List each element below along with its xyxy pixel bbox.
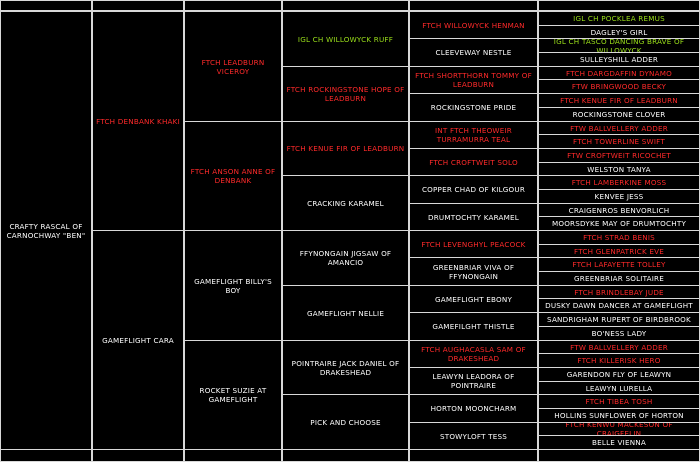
gen5-ancestor: LEAWYN LEADORA OF POINTRAIRE <box>409 367 538 395</box>
gen5-ancestor: DRUMTOCHTY KARAMEL <box>409 203 538 231</box>
gen4-ancestor: IGL CH WILLOWYCK RUFF <box>282 11 409 67</box>
gen5-ancestor: CLEEVEWAY NESTLE <box>409 38 538 67</box>
gen5-ancestor: FTCH WILLOWYCK HENMAN <box>409 11 538 39</box>
gen5-ancestor: COPPER CHAD OF KILGOUR <box>409 175 538 204</box>
gen5-ancestor: FTCH SHORTTHORN TOMMY OF LEADBURN <box>409 66 538 94</box>
gen6-ancestor: BO'NESS LADY <box>538 326 700 341</box>
header-cell <box>92 0 184 11</box>
gen3-ancestor: FTCH ANSON ANNE OF DENBANK <box>184 121 282 231</box>
gen6-ancestor: SULLEYSHILL ADDER <box>538 52 700 67</box>
gen6-ancestor: FTCH LAFAYETTE TOLLEY <box>538 257 700 272</box>
gen5-ancestor: ROCKINGSTONE PRIDE <box>409 93 538 122</box>
gen6-ancestor: FTW BALLVELLERY ADDER <box>538 340 700 354</box>
gen6-ancestor: DAGLEY'S GIRL <box>538 25 700 39</box>
gen6-ancestor: FTCH LAMBERKINE MOSS <box>538 175 700 190</box>
gen6-ancestor: GREENBRIAR SOLITAIRE <box>538 271 700 286</box>
header-cell <box>0 0 92 11</box>
footer-cell <box>92 449 184 462</box>
gen6-ancestor: GARENDON FLY OF LEAWYN <box>538 367 700 382</box>
footer-cell <box>409 449 538 462</box>
gen6-ancestor: FTW BALLVELLERY ADDER <box>538 121 700 135</box>
gen6-ancestor: IGL CH TASCO DANCING BRAVE OF WILLOWYCK <box>538 38 700 53</box>
header-cell <box>538 0 700 11</box>
gen1-ancestor: CRAFTY RASCAL OF CARNOCHWAY "BEN" <box>0 11 92 450</box>
gen6-ancestor: KENVEE JESS <box>538 189 700 204</box>
gen6-ancestor: FTCH BRINDLEBAY JUDE <box>538 285 700 299</box>
gen4-ancestor: PICK AND CHOOSE <box>282 394 409 450</box>
gen6-ancestor: SANDRIGHAM RUPERT OF BIRDBROOK <box>538 312 700 327</box>
gen5-ancestor: GAMEFLIGHT EBONY <box>409 285 538 313</box>
footer-cell <box>0 449 92 462</box>
gen6-ancestor: MOORSDYKE MAY OF DRUMTOCHTY <box>538 216 700 231</box>
gen6-ancestor: FTCH KILLERISK HERO <box>538 353 700 368</box>
gen6-ancestor: FTCH GLENPATRICK EVE <box>538 244 700 258</box>
gen5-ancestor: FTCH LEVENGHYL PEACOCK <box>409 230 538 258</box>
gen6-ancestor: IGL CH POCKLEA REMUS <box>538 11 700 26</box>
footer-cell <box>282 449 409 462</box>
gen3-ancestor: GAMEFLIGHT BILLY'S BOY <box>184 230 282 341</box>
gen5-ancestor: GREENBRIAR VIVA OF FFYNONGAIN <box>409 257 538 286</box>
gen5-ancestor: STOWYLOFT TESS <box>409 422 538 450</box>
gen4-ancestor: FTCH ROCKINGSTONE HOPE OF LEADBURN <box>282 66 409 122</box>
gen6-ancestor: CRAIGENROS BENVORLICH <box>538 203 700 217</box>
header-cell <box>184 0 282 11</box>
gen4-ancestor: FTCH KENUE FIR OF LEADBURN <box>282 121 409 176</box>
gen6-ancestor: FTW CROFTWEIT RICOCHET <box>538 148 700 163</box>
gen6-ancestor: LEAWYN LURELLA <box>538 381 700 395</box>
gen6-ancestor: ROCKINGSTONE CLOVER <box>538 107 700 122</box>
header-cell <box>409 0 538 11</box>
gen2-ancestor: GAMEFLIGHT CARA <box>92 230 184 450</box>
gen6-ancestor: WELSTON TANYA <box>538 162 700 176</box>
gen4-ancestor: FFYNONGAIN JIGSAW OF AMANCIO <box>282 230 409 286</box>
gen5-ancestor: FTCH CROFTWEIT SOLO <box>409 148 538 176</box>
gen6-ancestor: FTCH KENWU MACKESON OF CRAIGFELIN <box>538 422 700 436</box>
gen5-ancestor: FTCH AUGHACASLA SAM OF DRAKESHEAD <box>409 340 538 368</box>
gen5-ancestor: GAMEFILGHT THISTLE <box>409 312 538 341</box>
gen2-ancestor: FTCH DENBANK KHAKI <box>92 11 184 231</box>
gen3-ancestor: FTCH LEADBURN VICEROY <box>184 11 282 122</box>
gen6-ancestor: FTCH TIBEA TOSH <box>538 394 700 409</box>
header-cell <box>282 0 409 11</box>
gen6-ancestor: HOLLINS SUNFLOWER OF HORTON <box>538 408 700 423</box>
gen6-ancestor: FTCH STRAD BENIS <box>538 230 700 245</box>
gen6-ancestor: FTW BRINGWOOD BECKY <box>538 79 700 94</box>
gen6-ancestor: DUSKY DAWN DANCER AT GAMEFLIGHT <box>538 298 700 313</box>
gen5-ancestor: HORTON MOONCHARM <box>409 394 538 423</box>
gen4-ancestor: CRACKING KARAMEL <box>282 175 409 231</box>
gen6-ancestor: FTCH KENUE FIR OF LEADBURN <box>538 93 700 108</box>
gen6-ancestor: BELLE VIENNA <box>538 435 700 450</box>
gen3-ancestor: ROCKET SUZIE AT GAMEFLIGHT <box>184 340 282 450</box>
footer-cell <box>538 449 700 462</box>
gen6-ancestor: FTCH TOWERLINE SWIFT <box>538 134 700 149</box>
gen4-ancestor: GAMEFLIGHT NELLIE <box>282 285 409 341</box>
footer-cell <box>184 449 282 462</box>
gen5-ancestor: INT FTCH THEOWEIR TURRAMURRA TEAL <box>409 121 538 149</box>
gen6-ancestor: FTCH DARGDAFFIN DYNAMO <box>538 66 700 80</box>
gen4-ancestor: POINTRAIRE JACK DANIEL OF DRAKESHEAD <box>282 340 409 395</box>
